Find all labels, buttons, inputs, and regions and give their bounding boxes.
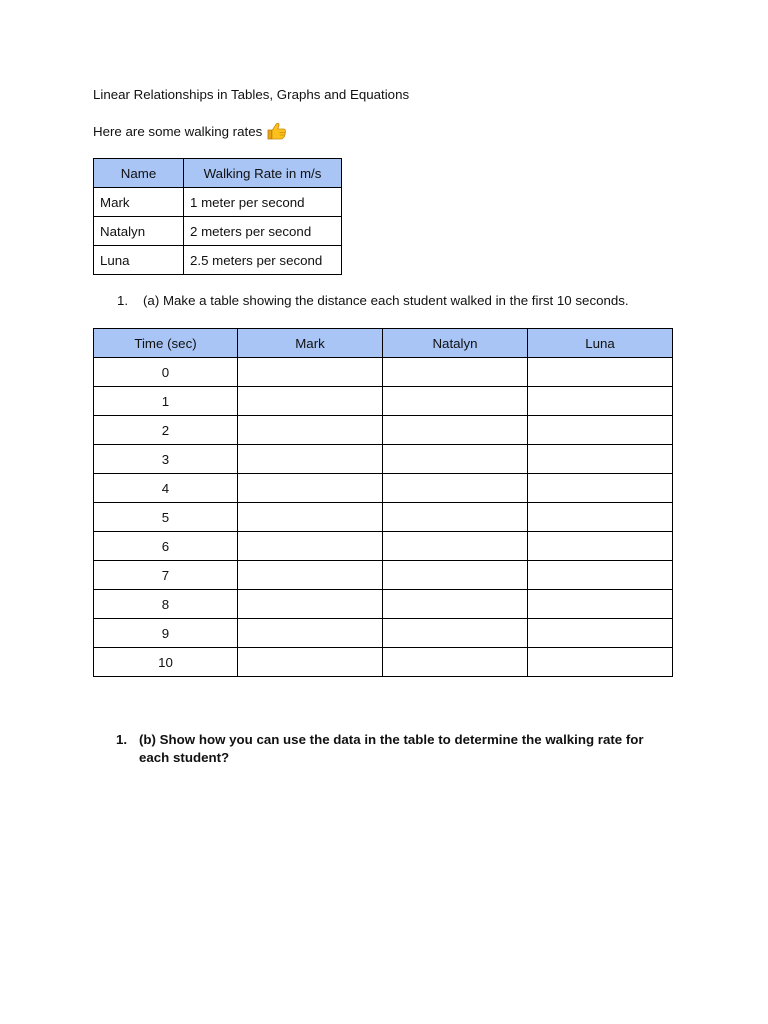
document-title: Linear Relationships in Tables, Graphs and Equations [93,87,410,102]
table-row [94,387,673,416]
table-row [94,590,673,619]
mark-distance-cell[interactable] [238,532,383,561]
distance-table-body [94,358,673,677]
natalyn-distance-cell[interactable] [383,358,528,387]
time-cell: 8 [94,590,238,619]
luna-distance-cell[interactable] [528,358,673,387]
table-row [94,532,673,561]
luna-distance-cell[interactable] [528,416,673,445]
mark-distance-cell[interactable] [238,416,383,445]
walking-rate-cell: 2 meters per second [184,217,342,246]
header-walking-rate: Walking Rate in m/s [184,159,342,188]
time-cell: 10 [94,648,238,677]
mark-distance-cell[interactable] [238,561,383,590]
table-row [94,561,673,590]
natalyn-distance-cell[interactable] [383,590,528,619]
table-row [94,619,673,648]
walking-rate-cell: 2.5 meters per second [184,246,342,275]
natalyn-distance-cell[interactable] [383,648,528,677]
mark-distance-cell[interactable] [238,445,383,474]
time-cell: 9 [94,619,238,648]
table-row [94,503,673,532]
luna-distance-cell[interactable] [528,648,673,677]
natalyn-distance-cell[interactable] [383,387,528,416]
luna-distance-cell[interactable] [528,474,673,503]
time-cell: 3 [94,445,238,474]
table-row [94,358,673,387]
luna-distance-cell[interactable] [528,445,673,474]
table-row [94,445,673,474]
table-row [94,416,673,445]
time-cell: 0 [94,358,238,387]
luna-distance-cell[interactable] [528,561,673,590]
header-time: Time (sec) [94,329,238,358]
natalyn-distance-cell[interactable] [383,416,528,445]
mark-distance-cell[interactable] [238,358,383,387]
table-row [94,217,342,246]
natalyn-distance-cell[interactable] [383,619,528,648]
student-name-cell: Natalyn [94,217,184,246]
intro-text: Here are some walking rates [93,123,263,139]
mark-distance-cell[interactable] [238,387,383,416]
mark-distance-cell[interactable] [238,474,383,503]
table-row [94,188,342,217]
time-cell: 2 [94,416,238,445]
mark-distance-cell[interactable] [238,648,383,677]
table-row [94,246,342,275]
question-number: 1. [117,293,129,308]
header-luna: Luna [528,329,673,358]
question-1b [116,731,676,767]
time-cell: 1 [94,387,238,416]
question-text: (a) Make a table showing the distance each student walked in the first 10 seconds. [143,293,629,308]
question-1a [117,293,629,308]
table-header-row [94,329,673,358]
natalyn-distance-cell[interactable] [383,561,528,590]
table-row [94,648,673,677]
time-cell: 6 [94,532,238,561]
table-row [94,474,673,503]
mark-distance-cell[interactable] [238,503,383,532]
table-header-row [94,159,342,188]
time-cell: 7 [94,561,238,590]
luna-distance-cell[interactable] [528,619,673,648]
natalyn-distance-cell[interactable] [383,474,528,503]
time-cell: 4 [94,474,238,503]
thumbs-up-icon [267,122,287,140]
luna-distance-cell[interactable] [528,387,673,416]
natalyn-distance-cell[interactable] [383,532,528,561]
student-name-cell: Luna [94,246,184,275]
walking-rates-table [93,158,342,275]
question-number: 1. [116,732,128,747]
header-mark: Mark [238,329,383,358]
question-text: (b) Show how you can use the data in the table to determine the walking rate for each student? [139,732,644,765]
header-name: Name [94,159,184,188]
natalyn-distance-cell[interactable] [383,503,528,532]
mark-distance-cell[interactable] [238,619,383,648]
luna-distance-cell[interactable] [528,532,673,561]
natalyn-distance-cell[interactable] [383,445,528,474]
luna-distance-cell[interactable] [528,503,673,532]
mark-distance-cell[interactable] [238,590,383,619]
time-cell: 5 [94,503,238,532]
distance-table [93,328,673,677]
student-name-cell: Mark [94,188,184,217]
intro-line [93,122,287,140]
luna-distance-cell[interactable] [528,590,673,619]
walking-rate-cell: 1 meter per second [184,188,342,217]
header-natalyn: Natalyn [383,329,528,358]
